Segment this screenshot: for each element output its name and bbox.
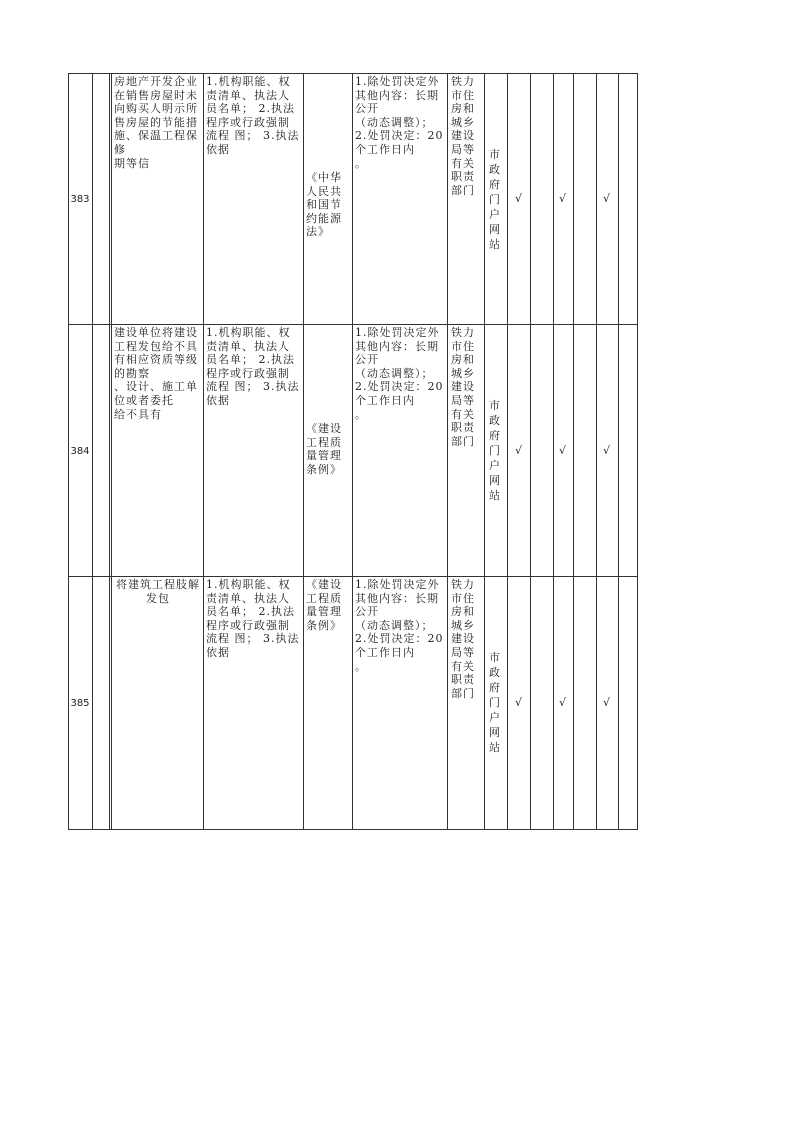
- row-number: 384: [70, 446, 90, 457]
- law-cell: 《中华人民共和国节约能源法》: [306, 171, 342, 239]
- check-mark: √: [602, 192, 611, 205]
- row-number: 385: [70, 698, 90, 709]
- item-cell: 房地产开发企业在销售房屋时未向购买人明示所售房屋的节能措施、保温工程保修 期等信: [114, 75, 198, 170]
- row-number: 383: [70, 194, 90, 205]
- check-mark: √: [558, 444, 567, 457]
- check-mark: √: [514, 696, 523, 709]
- channel-cell: 市政府门户网站: [489, 148, 501, 251]
- item-cell: 建设单位将建设工程发包给不具有相应资质等级的勘察 、设计、施工单位或者委托 给不具有: [114, 326, 198, 421]
- check-mark: √: [514, 192, 523, 205]
- department-cell: 铁力市住房和城乡建设局等有关职责部门: [451, 578, 475, 700]
- check-mark: √: [602, 696, 611, 709]
- department-cell: 铁力市住房和城乡建设局等有关职责部门: [451, 326, 475, 448]
- basis-cell: 1.机构职能、权责清单、执法人员名单； 2.执法程序或行政强制流程 图； 3.执法依据: [206, 75, 300, 156]
- law-cell: 《建设工程质量管理条例》: [306, 578, 342, 632]
- basis-cell: 1.机构职能、权责清单、执法人员名单； 2.执法程序或行政强制流程 图； 3.执法依据: [206, 578, 300, 659]
- check-mark: √: [514, 444, 523, 457]
- period-cell: 1.除处罚决定外其他内容：长期公开 （动态调整）； 2.处罚决定：20个工作日内 。: [355, 75, 444, 170]
- period-cell: 1.除处罚决定外其他内容：长期公开 （动态调整）； 2.处罚决定：20个工作日内 。: [355, 326, 444, 421]
- department-cell: 铁力市住房和城乡建设局等有关职责部门: [451, 75, 475, 197]
- basis-cell: 1.机构职能、权责清单、执法人员名单； 2.执法程序或行政强制流程 图； 3.执法依据: [206, 326, 300, 407]
- check-mark: √: [602, 444, 611, 457]
- channel-cell: 市政府门户网站: [489, 399, 501, 502]
- channel-cell: 市政府门户网站: [489, 651, 501, 754]
- law-cell: 《建设工程质量管理条例》: [306, 422, 342, 476]
- period-cell: 1.除处罚决定外其他内容：长期公开 （动态调整）； 2.处罚决定：20个工作日内 。: [355, 578, 444, 673]
- check-mark: √: [558, 696, 567, 709]
- check-mark: √: [558, 192, 567, 205]
- item-cell: 将建筑工程肢解发包: [116, 578, 200, 605]
